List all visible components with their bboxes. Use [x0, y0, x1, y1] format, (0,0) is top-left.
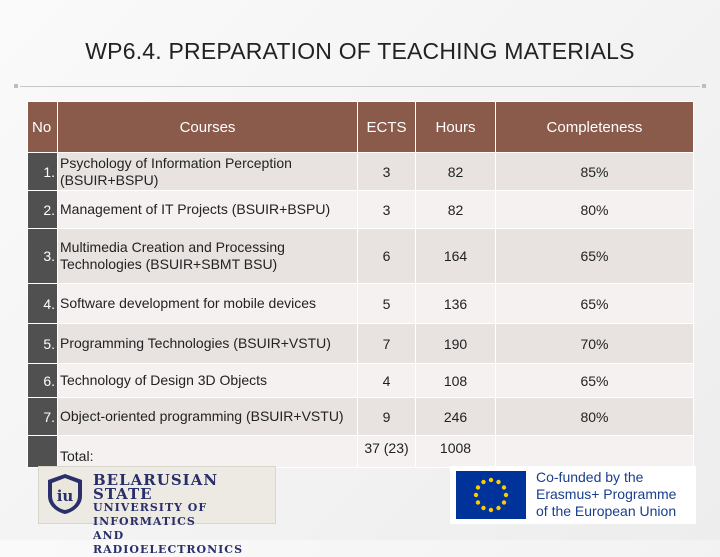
course-name: Psychology of Information Perception (BSUIR+BSPU) [58, 153, 358, 191]
course-name: Management of IT Projects (BSUIR+BSPU) [58, 191, 358, 229]
hours-value: 164 [416, 229, 496, 284]
hours-value: 136 [416, 284, 496, 324]
erasmus-logo [450, 466, 696, 524]
table-row [28, 229, 694, 284]
table-row [28, 398, 694, 436]
divider-square-right [702, 84, 706, 88]
row-number: 5. [28, 324, 58, 364]
row-number: 4. [28, 284, 58, 324]
completeness-value: 80% [496, 191, 694, 229]
ects-value: 4 [358, 364, 416, 398]
total-row [28, 436, 694, 468]
header-hours: Hours [416, 102, 496, 153]
table-row [28, 284, 694, 324]
course-name: Software development for mobile devices [58, 284, 358, 324]
erasmus-caption-line3: of the European Union [536, 503, 677, 519]
hours-value: 246 [416, 398, 496, 436]
title-divider [20, 86, 700, 87]
eu-flag-icon [456, 471, 526, 519]
university-logo [38, 466, 276, 556]
ects-value: 3 [358, 191, 416, 229]
total-number-cell [28, 436, 58, 468]
table-row [28, 153, 694, 191]
completeness-value: 80% [496, 398, 694, 436]
total-hours: 1008 [416, 436, 496, 468]
row-number: 1. [28, 153, 58, 191]
university-name-line1: BELARUSIAN STATE [93, 471, 219, 503]
completeness-value: 65% [496, 229, 694, 284]
ects-value: 9 [358, 398, 416, 436]
erasmus-caption [536, 469, 696, 520]
university-name-line3: AND RADIOELECTRONICS [93, 529, 244, 556]
hours-value: 108 [416, 364, 496, 398]
course-name: Multimedia Creation and Processing Technologies (BSUIR+SBMT BSU) [58, 229, 358, 284]
divider-square-left [14, 84, 18, 88]
header-courses: Courses [58, 102, 358, 153]
hours-value: 82 [416, 153, 496, 191]
ects-value: 3 [358, 153, 416, 191]
table-row [28, 364, 694, 398]
course-name: Programming Technologies (BSUIR+VSTU) [58, 324, 358, 364]
row-number: 2. [28, 191, 58, 229]
completeness-value: 65% [496, 364, 694, 398]
header-no: No [28, 102, 58, 153]
row-number: 6. [28, 364, 58, 398]
row-number: 7. [28, 398, 58, 436]
ects-value: 6 [358, 229, 416, 284]
university-seal-icon [45, 472, 85, 516]
university-name [93, 473, 273, 557]
course-name: Object-oriented programming (BSUIR+VSTU) [58, 398, 358, 436]
total-ects: 37 (23) [358, 436, 416, 468]
erasmus-caption-line1: Co-funded by the [536, 469, 644, 485]
erasmus-caption-line2: Erasmus+ Programme [536, 486, 677, 502]
course-name: Technology of Design 3D Objects [58, 364, 358, 398]
ects-value: 7 [358, 324, 416, 364]
hours-value: 82 [416, 191, 496, 229]
ects-value: 5 [358, 284, 416, 324]
completeness-value: 85% [496, 153, 694, 191]
header-ects: ECTS [358, 102, 416, 153]
page-title: WP6.4. PREPARATION OF TEACHING MATERIALS [85, 38, 635, 64]
completeness-value: 70% [496, 324, 694, 364]
hours-value: 190 [416, 324, 496, 364]
university-name-line2: UNIVERSITY OF INFORMATICS [93, 501, 208, 528]
courses-table [27, 101, 694, 468]
row-number: 3. [28, 229, 58, 284]
table-row [28, 191, 694, 229]
total-label: Total: [58, 436, 358, 468]
completeness-value: 65% [496, 284, 694, 324]
table-row [28, 324, 694, 364]
svg-text:iu: iu [56, 487, 74, 505]
header-completeness: Completeness [496, 102, 694, 153]
total-completeness [496, 436, 694, 468]
table-header-row [28, 102, 694, 153]
